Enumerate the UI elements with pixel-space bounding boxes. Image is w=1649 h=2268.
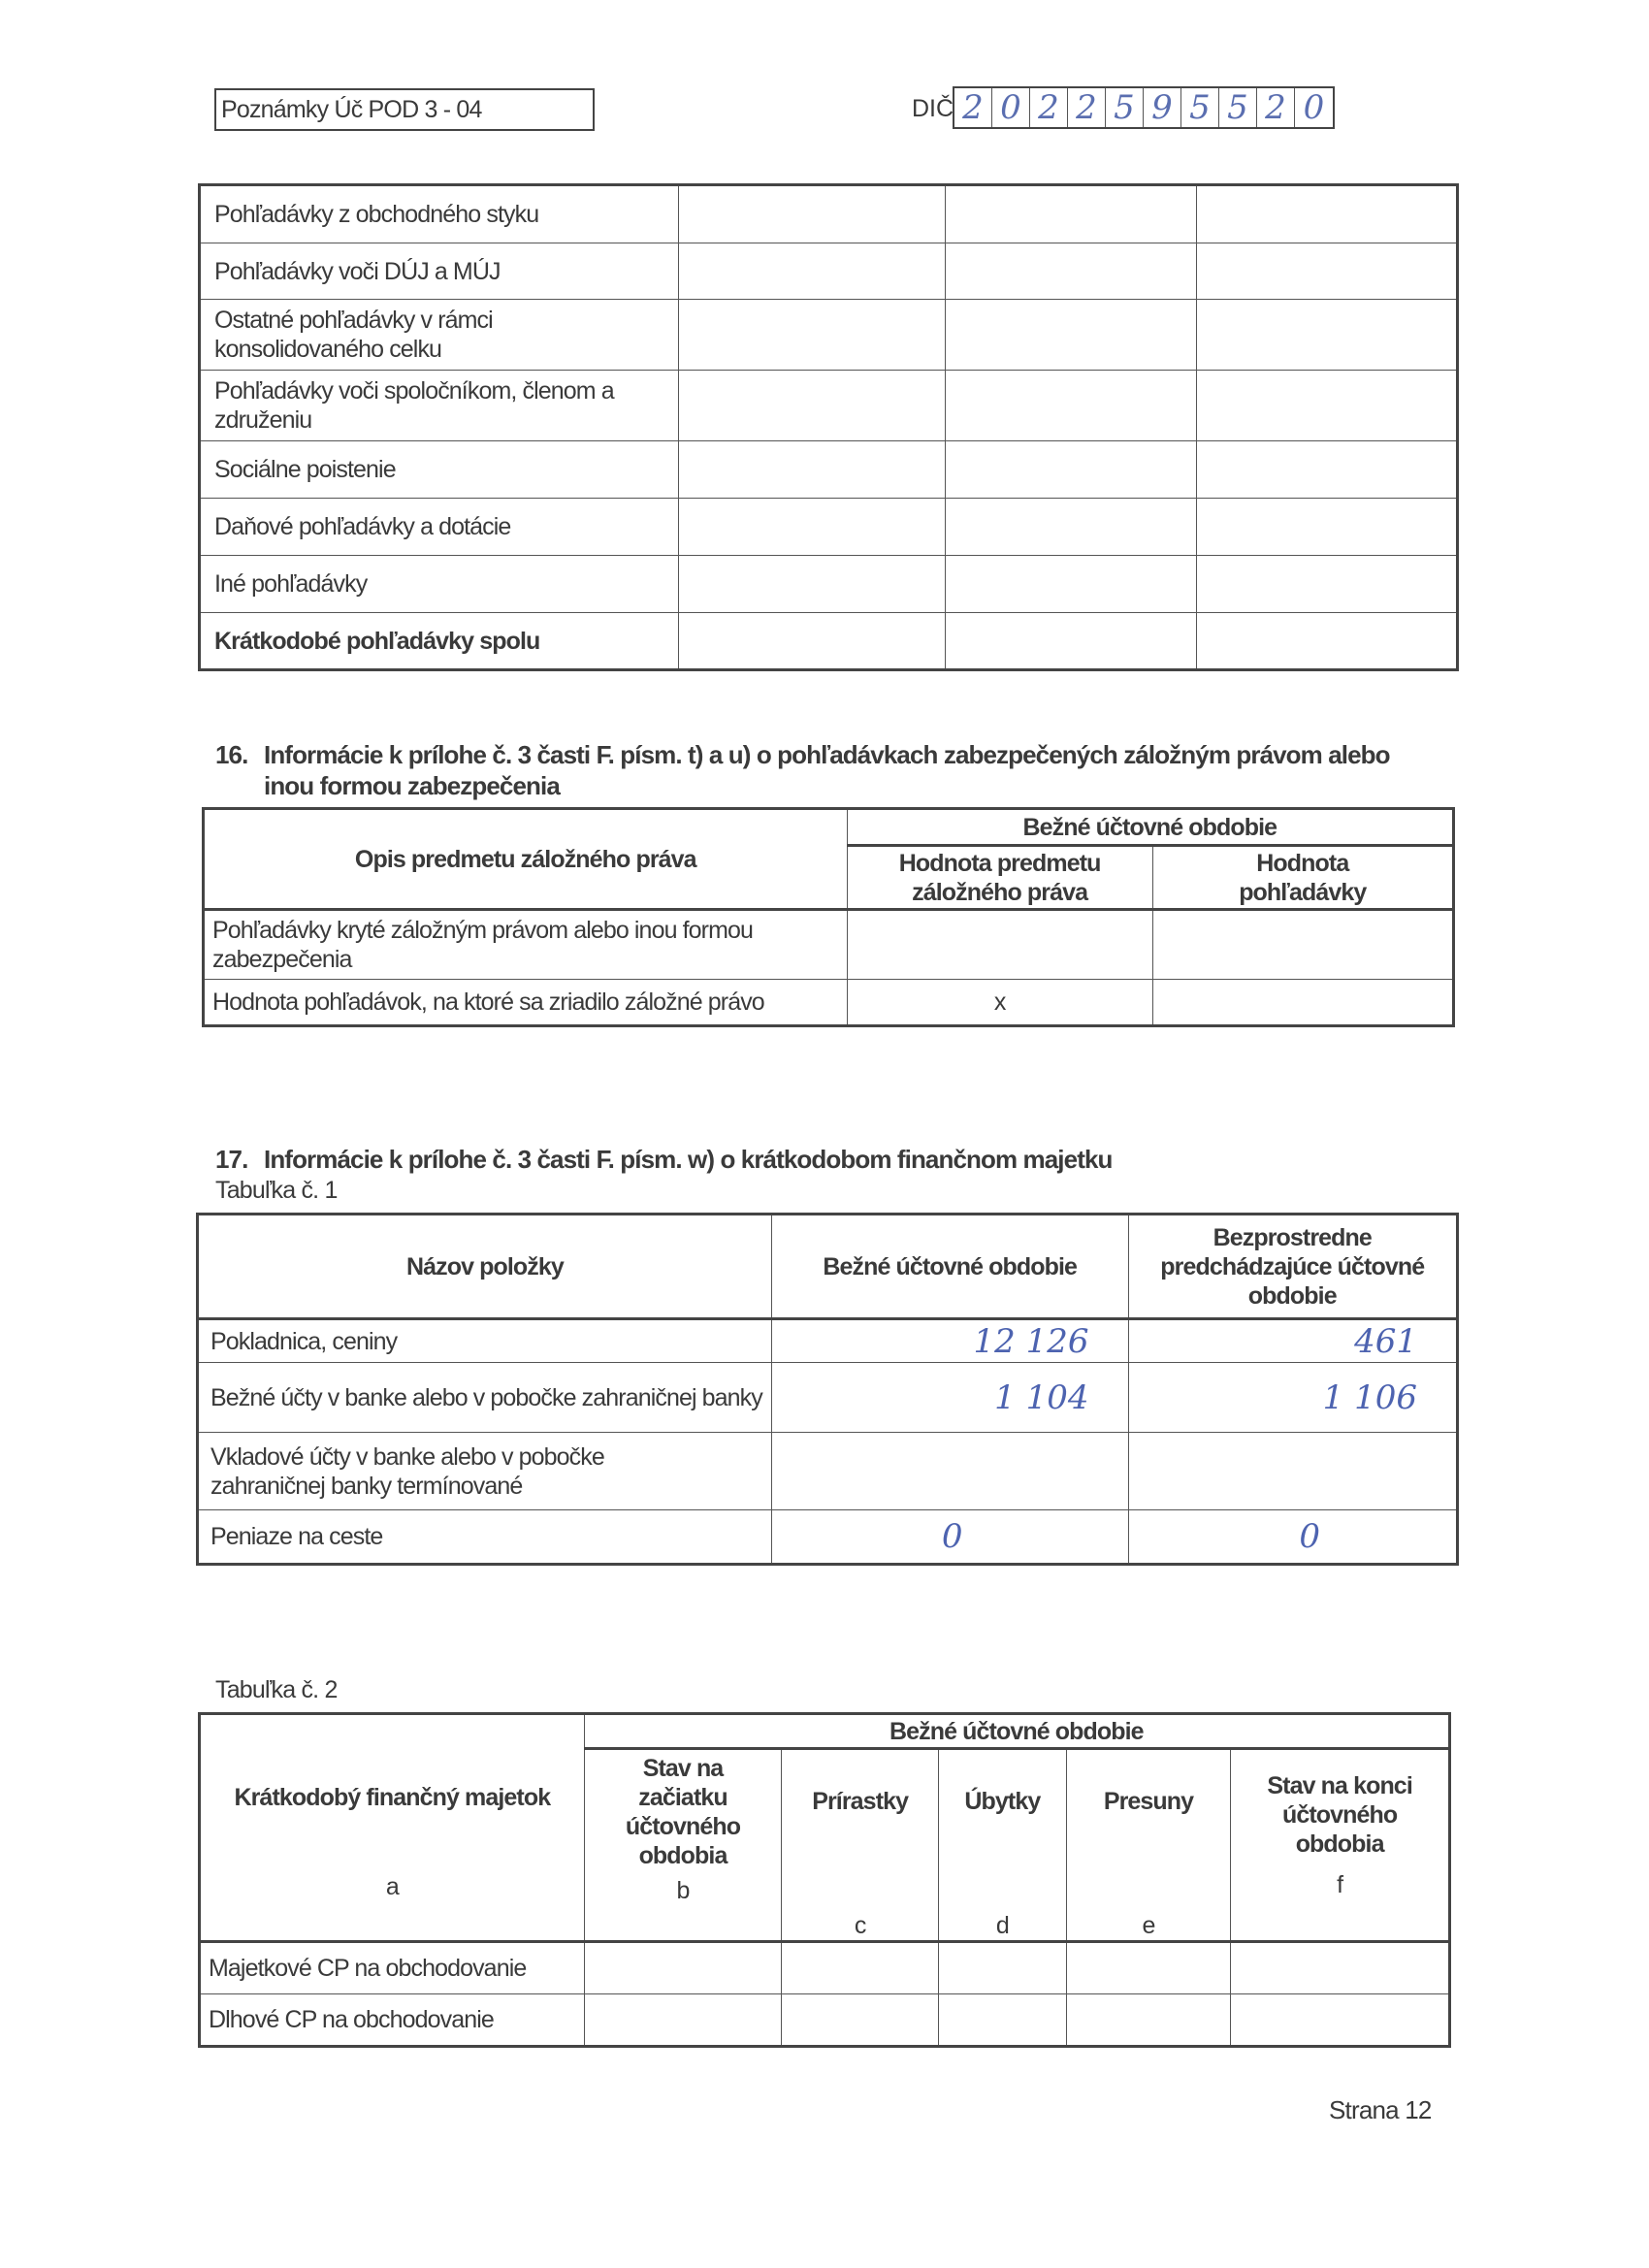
row-label: Pohľadávky z obchodného styku	[200, 185, 679, 243]
table-row	[198, 1510, 1458, 1565]
value-cell[interactable]	[945, 371, 1196, 441]
row-label	[200, 371, 679, 441]
value-cell[interactable]	[945, 556, 1196, 613]
row-label-text: Pohľadávky voči spoločníkom, členom a združeniu	[214, 377, 614, 434]
row-label: Sociálne poistenie	[200, 441, 679, 499]
value-cell[interactable]	[1231, 1942, 1450, 1994]
value-cell[interactable]	[945, 441, 1196, 499]
value-cell[interactable]	[678, 613, 945, 670]
table-row	[200, 243, 1458, 300]
row-label	[198, 1363, 772, 1433]
row-label	[200, 300, 679, 371]
value-cell[interactable]	[1066, 1942, 1231, 1994]
value-cell[interactable]	[678, 185, 945, 243]
col-asset-text: Krátkodobý finančný majetok	[234, 1784, 551, 1811]
col-letter-b: b	[676, 1877, 690, 1904]
table-row	[198, 1433, 1458, 1510]
row-label: Hodnota pohľadávok, na ktoré sa zriadilo záložné právo	[204, 980, 848, 1026]
group-header-current-period: Bežné účtovné obdobie	[584, 1714, 1449, 1749]
table2-caption: Tabuľka č. 2	[215, 1676, 338, 1703]
row-label-text: Ostatné pohľadávky v rámci konsolidovaného celku	[214, 307, 493, 363]
short-term-financial-assets-table-2	[198, 1712, 1451, 2048]
col-previous-text: Bezprostredne predchádzajúce účtovné obdobie	[1160, 1223, 1425, 1310]
value-cell[interactable]	[945, 185, 1196, 243]
value-cell[interactable]	[1231, 1994, 1450, 2047]
col-current-header: Bežné účtovné obdobie	[771, 1215, 1128, 1319]
form-code: Poznámky Úč POD 3 - 04	[221, 96, 482, 123]
value-cell[interactable]	[678, 300, 945, 371]
table-row	[200, 1942, 1450, 1994]
col-receivable-value-text: Hodnota pohľadávky	[1239, 849, 1367, 906]
value-cell[interactable]	[1196, 441, 1457, 499]
table-row-total	[200, 613, 1458, 670]
dic-label: DIČ	[912, 95, 954, 122]
table-row	[200, 185, 1458, 243]
value-cell[interactable]	[678, 243, 945, 300]
value-cell[interactable]	[1196, 556, 1457, 613]
value-cell[interactable]	[1066, 1994, 1231, 2047]
col-letter-d: d	[995, 1912, 1009, 1939]
page-number: Strana 12	[1329, 2095, 1432, 2124]
dic-digit[interactable]: 0	[1303, 88, 1325, 127]
row-label-text: Pohľadávky kryté záložným právom alebo inou formou zabezpečenia	[212, 917, 754, 973]
short-term-financial-assets-table-1	[196, 1213, 1459, 1566]
col-asset-header	[200, 1714, 585, 1942]
current-value-cell[interactable]: 0	[771, 1510, 1128, 1565]
dic-digit[interactable]: 2	[1068, 88, 1106, 127]
col-previous-header	[1128, 1215, 1458, 1319]
table-row	[204, 910, 1454, 980]
col-disposals-header	[939, 1749, 1067, 1942]
col-letter-f: f	[1337, 1871, 1343, 1898]
row-label-text: Vkladové účty v banke alebo v pobočke zahraničnej banky termínované	[210, 1442, 604, 1500]
dic-digit[interactable]: 2	[954, 88, 992, 127]
value-cell[interactable]	[678, 556, 945, 613]
row-label: Iné pohľadávky	[200, 556, 679, 613]
value-cell[interactable]	[782, 1942, 939, 1994]
value-cell[interactable]	[584, 1994, 782, 2047]
pledge-table	[202, 807, 1455, 1027]
value-cell[interactable]	[945, 300, 1196, 371]
section-17-number: 17.	[215, 1145, 248, 1174]
col-end-header	[1231, 1749, 1450, 1942]
previous-value-cell[interactable]	[1128, 1433, 1458, 1510]
current-value-cell[interactable]: 1 104	[771, 1363, 1128, 1433]
dic-digit[interactable]: 9	[1144, 88, 1181, 127]
row-label	[198, 1433, 772, 1510]
col-letter-c: c	[854, 1912, 866, 1939]
value-cell[interactable]	[678, 441, 945, 499]
col-letter-e: e	[1142, 1912, 1155, 1939]
row-label: Majetkové CP na obchodovanie	[200, 1942, 585, 1994]
dic-digit[interactable]: 2	[1257, 88, 1295, 127]
row-label: Krátkodobé pohľadávky spolu	[200, 613, 679, 670]
col-transfers-text: Presuny	[1103, 1788, 1194, 1815]
value-cell[interactable]	[678, 499, 945, 556]
dic-digit[interactable]: 2	[1030, 88, 1068, 127]
previous-value-cell[interactable]: 461	[1128, 1319, 1458, 1363]
col-pledge-value-header	[847, 846, 1152, 910]
dic-digit[interactable]: 5	[1219, 88, 1257, 127]
table-row	[200, 371, 1458, 441]
current-value-cell[interactable]	[771, 1433, 1128, 1510]
receivable-value-cell[interactable]	[1152, 980, 1453, 1026]
col-description-header: Opis predmetu záložného práva	[204, 809, 848, 910]
col-receivable-value-header	[1152, 846, 1453, 910]
table-row	[200, 556, 1458, 613]
value-cell[interactable]	[945, 613, 1196, 670]
col-additions-header	[782, 1749, 939, 1942]
receivables-table	[198, 183, 1459, 671]
col-letter-a: a	[385, 1873, 399, 1900]
value-cell[interactable]	[678, 371, 945, 441]
col-end-text: Stav na konci účtovného obdobia	[1267, 1772, 1412, 1858]
row-label: Daňové pohľadávky a dotácie	[200, 499, 679, 556]
value-cell[interactable]	[1196, 243, 1457, 300]
table-row	[200, 1994, 1450, 2047]
value-cell[interactable]	[1196, 613, 1457, 670]
value-cell[interactable]	[945, 499, 1196, 556]
col-start-header	[584, 1749, 782, 1942]
value-cell[interactable]	[584, 1942, 782, 1994]
value-cell[interactable]	[939, 1994, 1067, 2047]
dic-digit[interactable]: 5	[1106, 88, 1144, 127]
section-16-title-line1: Informácie k prílohe č. 3 časti F. písm. t) a u) o pohľadávkach zabezpečených záložným právom alebo	[264, 740, 1390, 769]
col-start-text: Stav na začiatku účtovného obdobia	[625, 1755, 741, 1869]
value-cell[interactable]	[782, 1994, 939, 2047]
row-label: Peniaze na ceste	[198, 1510, 772, 1565]
row-label: Pokladnica, ceniny	[198, 1319, 772, 1363]
col-additions-text: Prírastky	[812, 1788, 909, 1815]
pledge-value-cell[interactable]: x	[847, 980, 1152, 1026]
row-label: Dlhové CP na obchodovanie	[200, 1994, 585, 2047]
table-row	[200, 441, 1458, 499]
dic-digit[interactable]: 0	[992, 88, 1030, 127]
value-cell[interactable]	[1196, 300, 1457, 371]
col-disposals-text: Úbytky	[964, 1788, 1041, 1815]
table-row	[204, 980, 1454, 1026]
dic-field[interactable]	[953, 86, 1335, 129]
row-label	[204, 910, 848, 980]
group-header-current-period: Bežné účtovné obdobie	[847, 809, 1453, 846]
section-17-title: Informácie k prílohe č. 3 časti F. písm. w) o krátkodobom finančnom majetku	[264, 1145, 1113, 1174]
previous-value-cell[interactable]: 1 106	[1128, 1363, 1458, 1433]
pledge-value-cell[interactable]	[847, 910, 1152, 980]
table-row	[200, 499, 1458, 556]
receivable-value-cell[interactable]	[1152, 910, 1453, 980]
section-16-title-line2: inou formou zabezpečenia	[264, 771, 560, 800]
previous-value-cell[interactable]: 0	[1128, 1510, 1458, 1565]
col-name-header: Názov položky	[198, 1215, 772, 1319]
value-cell[interactable]	[939, 1942, 1067, 1994]
table-row	[198, 1319, 1458, 1363]
value-cell[interactable]	[945, 243, 1196, 300]
col-pledge-value-text: Hodnota predmetu záložného práva	[898, 849, 1101, 906]
section-16-number: 16.	[215, 740, 248, 769]
table-row	[198, 1363, 1458, 1433]
row-label-text: Bežné účty v banke alebo v pobočke zahraničnej banky	[210, 1383, 762, 1411]
value-cell[interactable]	[1196, 185, 1457, 243]
value-cell[interactable]	[1196, 499, 1457, 556]
table-row	[200, 300, 1458, 371]
table1-caption: Tabuľka č. 1	[215, 1177, 338, 1204]
form-code-box	[214, 88, 595, 131]
col-transfers-header	[1066, 1749, 1231, 1942]
dic-digit[interactable]: 5	[1181, 88, 1219, 127]
value-cell[interactable]	[1196, 371, 1457, 441]
row-label: Pohľadávky voči DÚJ a MÚJ	[200, 243, 679, 300]
current-value-cell[interactable]: 12 126	[771, 1319, 1128, 1363]
